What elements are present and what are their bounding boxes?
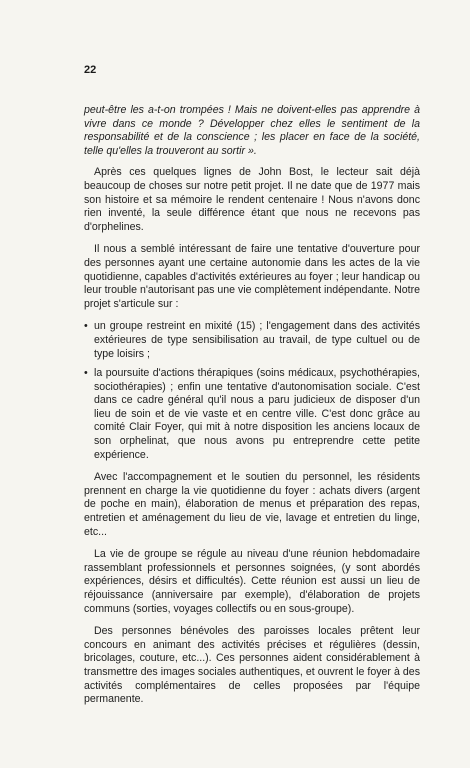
list-item: [84, 320, 420, 361]
paragraph: Avec l'accompagnement et le soutien du personnel, les résidents prennent en charge la vie quotidienne du foyer : achats divers (argent de poche en main), élaboration de menus et préparation des repas, entretien et aménagement du lieu de vie, lavage et entretien du linge, etc...: [84, 471, 420, 538]
list-item-text: un groupe restreint en mixité (15) ; l'engagement dans des activités extérieures de type sensibilisation au travail, de type cultuel ou de type loisirs ;: [94, 320, 420, 360]
paragraph: La vie de groupe se régule au niveau d'une réunion hebdomadaire rassemblant professionnels et personnes soignées, (y sont abordés expériences, désirs et difficultés). Cette réunion est aussi un lieu de réjouissance (anniversaire par exemple), d'élaboration de projets communs (sorties, voyages collectifs ou en sous-groupe).: [84, 548, 420, 615]
bullet-icon: •: [84, 320, 88, 333]
list-item-text: la poursuite d'actions thérapiques (soins médicaux, psychothérapies, sociothérapies) ; enfin une tentative d'autonomisation sociale. C'est dans ce cadre général qu'il nous a paru judicieux de disposer d'un lieu de soin et de vie vaste et en centre ville. C'est donc grâce au comité Clair Foyer, qui mit à notre disposition les anciens locaux de son orphelinat, que nous avons pu entreprendre cette petite expérience.: [94, 367, 420, 461]
paragraph: Après ces quelques lignes de John Bost, le lecteur sait déjà beaucoup de choses sur notre petit projet. Il ne date que de 1977 mais son histoire et sa mémoire le rendent centenaire ! Nous n'avons donc rien inventé, la seule différence étant que nous ne recevons pas d'orphelines.: [84, 166, 420, 233]
page-number: 22: [84, 64, 97, 76]
paragraph: Il nous a semblé intéressant de faire une tentative d'ouverture pour des personnes ayant une certaine autonomie dans les actes de la vie quotidienne, capables d'activités extérieures au foyer ; leur handicap ou leur trouble n'autorisant pas une vie complètement indépendante. Notre projet s'articule sur :: [84, 243, 420, 310]
quote-paragraph: peut-être les a-t-on trompées ! Mais ne doivent-elles pas apprendre à vivre dans ce monde ? Développer chez elles le sentiment de la responsabilité et de la conscience ; les placer en face de la société, telle qu'elles la trouveront au sortir ».: [84, 104, 420, 157]
bullet-list: [84, 320, 420, 462]
paragraph: Des personnes bénévoles des paroisses locales prêtent leur concours en animant des activités précises et régulières (dessin, bricolages, couture, etc...). Ces personnes aident considérablement à transmettre des images sociales authentiques, et ouvrent le foyer à des activités complémentaires de celles proposées par l'équipe permanente.: [84, 625, 420, 706]
page-body: [84, 104, 420, 716]
bullet-icon: •: [84, 367, 88, 380]
list-item: [84, 367, 420, 462]
